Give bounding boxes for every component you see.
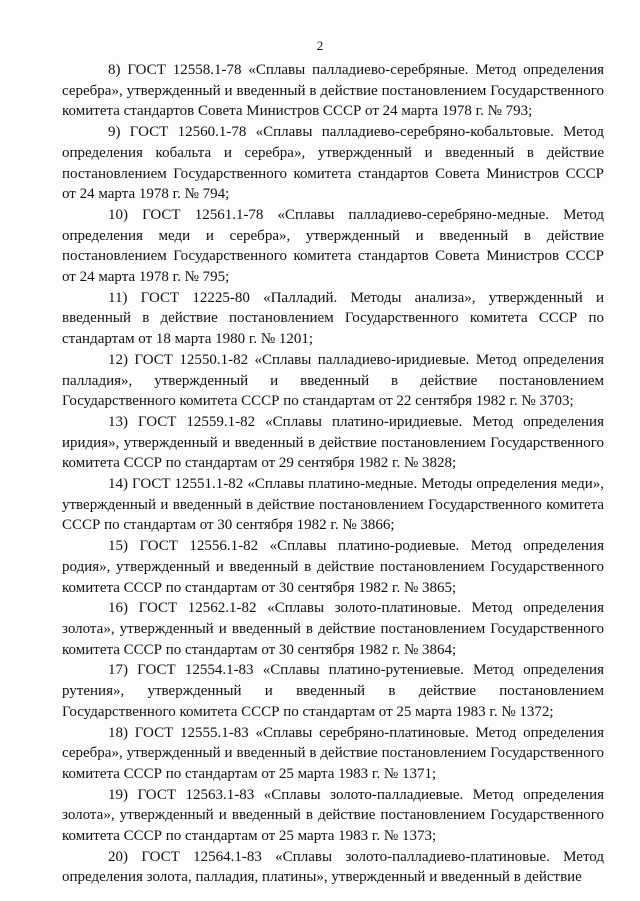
list-item-9: 9) ГОСТ 12560.1-78 «Сплавы палладиево-серебряно-кобальтовые. Метод определения кобальта и серебра», утвержденный и введенный в действие постановлением Государственного комитета стандартов Совета Министров СССР от 24 марта 1978 г. № 794; bbox=[62, 124, 604, 203]
page-number: 2 bbox=[316, 38, 324, 53]
list-item-20: 20) ГОСТ 12564.1-83 «Сплавы золото-палладиево-платиновые. Метод определения золота, палладия, платины», утвержденный и введенный в действие bbox=[62, 848, 604, 886]
list-item-12: 12) ГОСТ 12550.1-82 «Сплавы палладиево-иридиевые. Метод определения палладия», утвержденный и введенный в действие постановлением Государственного комитета СССР по стандартам от 22 сентября 1982 г. № 3703; bbox=[62, 351, 604, 410]
list-item-16: 16) ГОСТ 12562.1-82 «Сплавы золото-платиновые. Метод определения золота», утвержденный и введенный в действие постановлением Государственного комитета СССР по стандартам от 30 сентября 1982 г. № 3864; bbox=[62, 600, 604, 658]
list-item-13: 13) ГОСТ 12559.1-82 «Сплавы платино-иридиевые. Метод определения иридия», утвержденный и введенный в действие постановлением Государственного комитета СССР по стандартам от 29 сентября 1982 г. № 3828; bbox=[62, 413, 604, 472]
list-item-14: 14) ГОСТ 12551.1-82 «Сплавы платино-медные. Методы определения меди», утвержденный и введенный в действие постановлением Государственного комитета СССР по стандартам от 30 сентября 1982 г. № 3866; bbox=[62, 476, 604, 534]
list-item-15: 15) ГОСТ 12556.1-82 «Сплавы платино-родиевые. Метод определения родия», утвержденный и введенный в действие постановлением Государственного комитета СССР по стандартам от 30 сентября 1982 г. № 3865; bbox=[62, 538, 604, 596]
list-item-19: 19) ГОСТ 12563.1-83 «Сплавы золото-палладиевые. Метод определения золота», утвержденный и введенный в действие постановлением Государственного комитета СССР по стандартам от 25 марта 1983 г. № 1373; bbox=[62, 786, 604, 845]
list-item-17: 17) ГОСТ 12554.1-83 «Сплавы платино-рутениевые. Метод определения рутения», утвержденный и введенный в действие постановлением Государственного комитета СССР по стандартам от 25 марта 1983 г. № 1372; bbox=[62, 662, 604, 720]
list-item-8: 8) ГОСТ 12558.1-78 «Сплавы палладиево-серебряные. Метод определения серебра», утвержденный и введенный в действие постановлением Государственного комитета стандартов Совета Министров СССР от 24 марта 1978 г. № 793; bbox=[62, 62, 604, 120]
list-item-18: 18) ГОСТ 12555.1-83 «Сплавы серебряно-платиновые. Метод определения серебра», утвержденный и введенный в действие постановлением Государственного комитета СССР по стандартам от 25 марта 1983 г. № 1371; bbox=[62, 724, 604, 782]
list-item-10: 10) ГОСТ 12561.1-78 «Сплавы палладиево-серебряно-медные. Метод определения меди и серебра», утвержденный и введенный в действие постановлением Государственного комитета стандартов Совета Министров СССР от 24 марта 1978 г. № 795; bbox=[62, 206, 604, 286]
document-body bbox=[62, 60, 604, 888]
list-item-11: 11) ГОСТ 12225-80 «Палладий. Методы анализа», утвержденный и введенный в действие постановлением Государственного комитета СССР по стандартам от 18 марта 1980 г. № 1201; bbox=[62, 289, 604, 348]
